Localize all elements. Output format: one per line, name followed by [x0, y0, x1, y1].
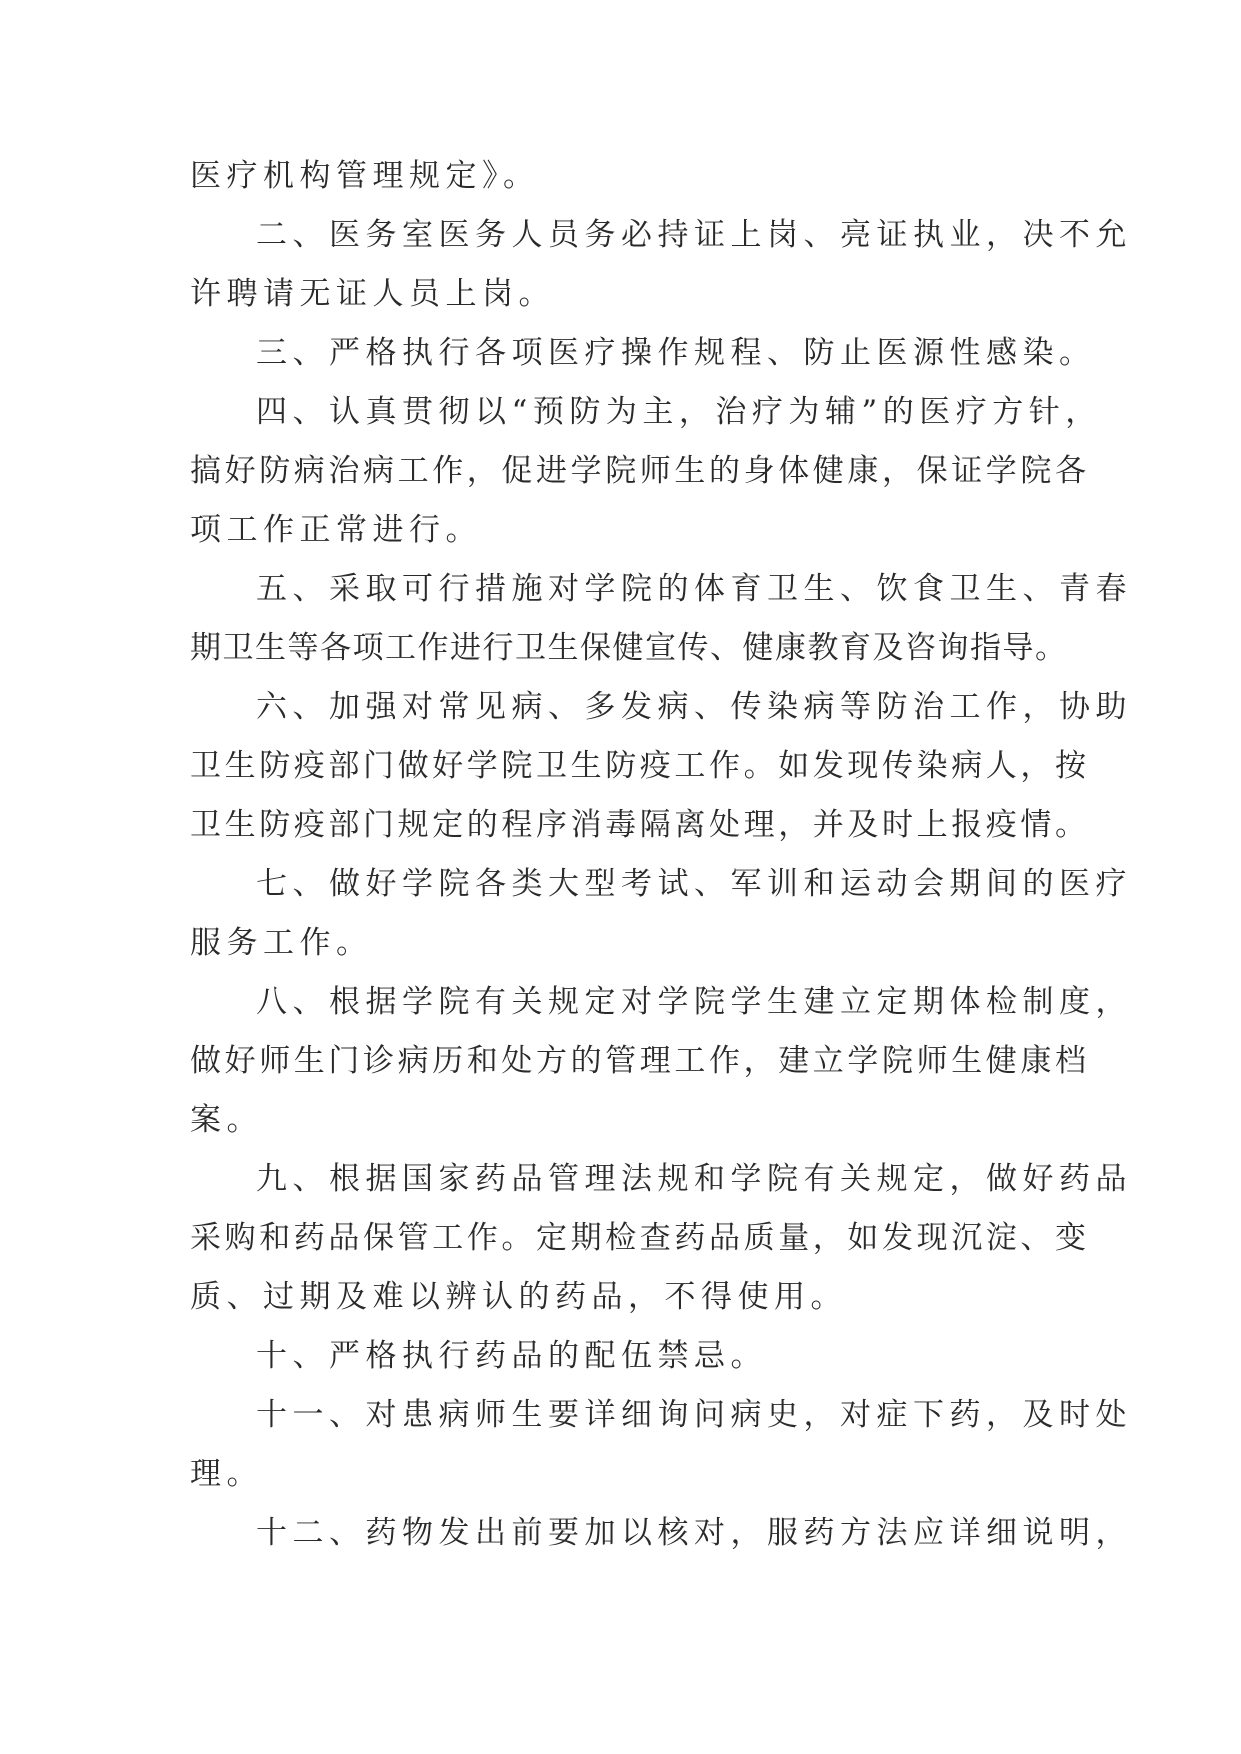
document-body	[190, 147, 1132, 1563]
text-line: 六、加强对常见病、多发病、传染病等防治工作，协助	[256, 689, 1132, 725]
text-line: 七、做好学院各类大型考试、军训和运动会期间的医疗	[256, 866, 1132, 902]
text-line: 九、根据国家药品管理法规和学院有关规定，做好药品	[256, 1161, 1132, 1197]
text-line: 期卫生等各项工作进行卫生保健宣传、健康教育及咨询指导。	[190, 630, 1068, 666]
text-line: 二、医务室医务人员务必持证上岗、亮证执业，决不允	[256, 217, 1132, 253]
text-line: 许聘请无证人员上岗。	[190, 276, 555, 312]
text-line: 采购和药品保管工作。定期检查药品质量，如发现沉淀、变	[190, 1220, 1090, 1256]
text-line: 八、根据学院有关规定对学院学生建立定期体检制度，	[256, 984, 1132, 1020]
text-line: 医疗机构管理规定》。	[190, 158, 540, 194]
text-line: 服务工作。	[190, 925, 373, 961]
text-line: 四、认真贯彻以“预防为主，治疗为辅”的医疗方针，	[256, 394, 1102, 430]
text-line: 理。	[190, 1456, 263, 1492]
text-line: 卫生防疫部门做好学院卫生防疫工作。如发现传染病人，按	[190, 748, 1090, 784]
text-line: 搞好防病治病工作，促进学院师生的身体健康，保证学院各	[190, 453, 1090, 489]
text-line: 项工作正常进行。	[190, 512, 482, 548]
text-line: 五、采取可行措施对学院的体育卫生、饮食卫生、青春	[256, 571, 1132, 607]
text-line: 卫生防疫部门规定的程序消毒隔离处理，并及时上报疫情。	[190, 807, 1090, 843]
text-line: 质、过期及难以辨认的药品，不得使用。	[190, 1279, 847, 1315]
text-line: 十一、对患病师生要详细询问病史，对症下药，及时处	[256, 1397, 1132, 1433]
text-line: 案。	[190, 1102, 263, 1138]
text-line: 三、严格执行各项医疗操作规程、防止医源性感染。	[256, 335, 1096, 371]
text-line: 做好师生门诊病历和处方的管理工作，建立学院师生健康档	[190, 1043, 1090, 1079]
text-line: 十、严格执行药品的配伍禁忌。	[256, 1338, 767, 1374]
text-line: 十二、药物发出前要加以核对，服药方法应详细说明，	[256, 1515, 1132, 1551]
